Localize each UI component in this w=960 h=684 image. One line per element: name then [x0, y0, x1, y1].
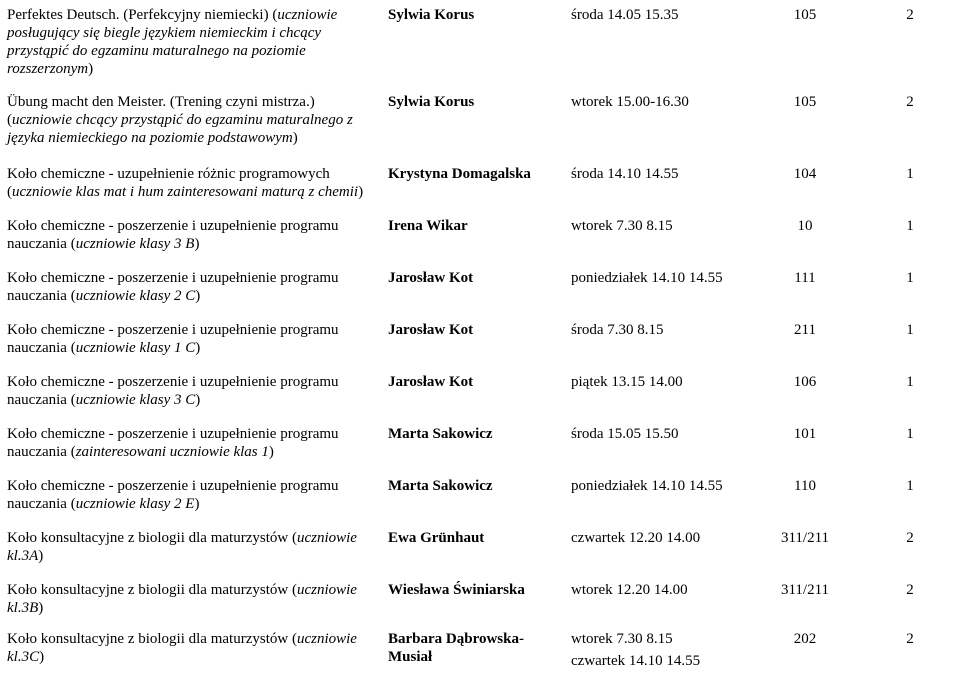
meeting-time [571, 529, 741, 547]
group-count: 2 [906, 631, 914, 647]
group-count: 1 [906, 426, 914, 442]
room-number: 111 [794, 270, 816, 286]
group-count: 1 [906, 218, 914, 234]
teacher-name: Krystyna Domagalska [388, 166, 531, 182]
activity-closing-paren: ) [195, 392, 201, 408]
group-count: 1 [906, 374, 914, 390]
time-slot: środa 14.05 15.35 [571, 7, 679, 23]
teacher-name: Jarosław Kot [388, 322, 474, 338]
activity-closing-paren: ) [195, 288, 201, 304]
activity-audience: uczniowie chcący przystąpić do egzaminu maturalnego z języka niemieckiego na poziomie podstawowym [7, 112, 353, 146]
room-number: 104 [793, 166, 817, 182]
activity-title: Koło konsultacyjne z biologii dla maturzystów ( [7, 582, 297, 598]
activity-closing-paren: ) [88, 61, 94, 77]
activity-description [7, 269, 369, 305]
group-count: 2 [906, 582, 914, 598]
activity-description [7, 165, 369, 201]
group-count: 1 [906, 322, 914, 338]
time-slot: środa 15.05 15.50 [571, 426, 679, 442]
meeting-time [571, 477, 741, 495]
group-count: 1 [906, 270, 914, 286]
meeting-time [571, 425, 741, 443]
time-slot: wtorek 7.30 8.15 [571, 631, 673, 647]
activity-audience: uczniowie kl.3A [7, 530, 357, 564]
activity-title: Koło chemiczne - poszerzenie i uzupełnienie programu nauczania ( [7, 426, 339, 460]
room-number: 110 [794, 478, 816, 494]
group-count: 2 [906, 94, 914, 110]
group-count: 2 [906, 7, 914, 23]
room-number: 106 [793, 374, 817, 390]
activity-closing-paren: ) [38, 548, 44, 564]
teacher-name: Barbara Dąbrowska-Musiał [388, 631, 524, 665]
activity-title: Koło chemiczne - poszerzenie i uzupełnienie programu nauczania ( [7, 374, 339, 408]
time-slot: piątek 13.15 14.00 [571, 374, 683, 390]
meeting-time [571, 6, 741, 24]
activity-title: Perfektes Deutsch. (Perfekcyjny niemiecki) ( [7, 7, 278, 23]
activity-audience: uczniowie klas mat i hum zainteresowani maturą z chemii [12, 184, 359, 200]
activity-description [7, 425, 369, 461]
group-count: 2 [906, 530, 914, 546]
activity-closing-paren: ) [195, 340, 201, 356]
activity-audience: uczniowie klasy 1 C [75, 340, 196, 356]
meeting-time [571, 373, 741, 391]
activity-description [7, 373, 369, 409]
activity-description [7, 529, 369, 565]
teacher-name: Marta Sakowicz [388, 478, 493, 494]
activity-audience: uczniowie klasy 3 C [75, 392, 196, 408]
activity-audience: uczniowie kl.3C [7, 631, 357, 665]
activity-title: Koło chemiczne - poszerzenie i uzupełnienie programu nauczania ( [7, 478, 339, 512]
activity-description [7, 630, 369, 666]
activity-audience: uczniowie klasy 2 C [75, 288, 196, 304]
teacher-name: Sylwia Korus [388, 94, 475, 110]
room-number: 211 [794, 322, 816, 338]
activity-audience: uczniowie klasy 2 E [75, 496, 195, 512]
activity-description [7, 477, 369, 513]
activity-closing-paren: ) [358, 184, 364, 200]
meeting-time [571, 581, 741, 599]
activity-title: Übung macht den Meister. (Trening czyni mistrza.) ( [7, 94, 315, 128]
meeting-time [571, 630, 741, 670]
meeting-time [571, 165, 741, 183]
room-number: 10 [797, 218, 813, 234]
time-slot: poniedziałek 14.10 14.55 [571, 478, 723, 494]
activity-description [7, 6, 369, 78]
teacher-name: Wiesława Świniarska [388, 582, 525, 598]
time-slot: wtorek 12.20 14.00 [571, 582, 688, 598]
time-slot: czwartek 14.10 14.55 [571, 653, 701, 669]
activity-closing-paren: ) [292, 130, 298, 146]
activity-title: Koło konsultacyjne z biologii dla maturzystów ( [7, 631, 297, 647]
room-number: 105 [793, 7, 817, 23]
activity-audience: zainteresowani uczniowie klas 1 [75, 444, 269, 460]
time-slot: środa 14.10 14.55 [571, 166, 679, 182]
meeting-time [571, 217, 741, 235]
activity-closing-paren: ) [194, 496, 200, 512]
group-count: 1 [906, 166, 914, 182]
room-number: 311/211 [780, 530, 830, 546]
teacher-name: Jarosław Kot [388, 374, 474, 390]
meeting-time [571, 93, 741, 111]
time-slot: wtorek 7.30 8.15 [571, 218, 673, 234]
activity-closing-paren: ) [268, 444, 274, 460]
teacher-name: Ewa Grünhaut [388, 530, 485, 546]
room-number: 202 [793, 631, 817, 647]
meeting-time [571, 269, 741, 287]
time-slot: środa 7.30 8.15 [571, 322, 664, 338]
meeting-time [571, 321, 741, 339]
group-count: 1 [906, 478, 914, 494]
activity-audience: uczniowie klasy 3 B [75, 236, 195, 252]
activity-description [7, 321, 369, 357]
teacher-name: Jarosław Kot [388, 270, 474, 286]
activity-title: Koło konsultacyjne z biologii dla maturzystów ( [7, 530, 297, 546]
activity-title: Koło chemiczne - poszerzenie i uzupełnienie programu nauczania ( [7, 218, 339, 252]
activity-title: Koło chemiczne - poszerzenie i uzupełnienie programu nauczania ( [7, 270, 339, 304]
activity-closing-paren: ) [39, 649, 45, 665]
activity-description [7, 93, 369, 147]
activity-closing-paren: ) [194, 236, 200, 252]
room-number: 105 [793, 94, 817, 110]
time-slot: czwartek 12.20 14.00 [571, 530, 701, 546]
room-number: 311/211 [780, 582, 830, 598]
activity-audience: uczniowie kl.3B [7, 582, 357, 616]
room-number: 101 [793, 426, 817, 442]
teacher-name: Sylwia Korus [388, 7, 475, 23]
time-slot: poniedziałek 14.10 14.55 [571, 270, 723, 286]
teacher-name: Irena Wikar [388, 218, 468, 234]
activity-description [7, 217, 369, 253]
time-slot: wtorek 15.00-16.30 [571, 94, 689, 110]
activity-audience: uczniowie posługujący się biegle językiem niemieckim i chcący przystąpić do egzaminu maturalnego na poziomie rozszerzonym [7, 7, 338, 77]
activity-title: Koło chemiczne - poszerzenie i uzupełnienie programu nauczania ( [7, 322, 339, 356]
teacher-name: Marta Sakowicz [388, 426, 493, 442]
activity-description [7, 581, 369, 617]
activity-title: Koło chemiczne - uzupełnienie różnic programowych ( [7, 166, 330, 200]
activity-closing-paren: ) [38, 600, 44, 616]
